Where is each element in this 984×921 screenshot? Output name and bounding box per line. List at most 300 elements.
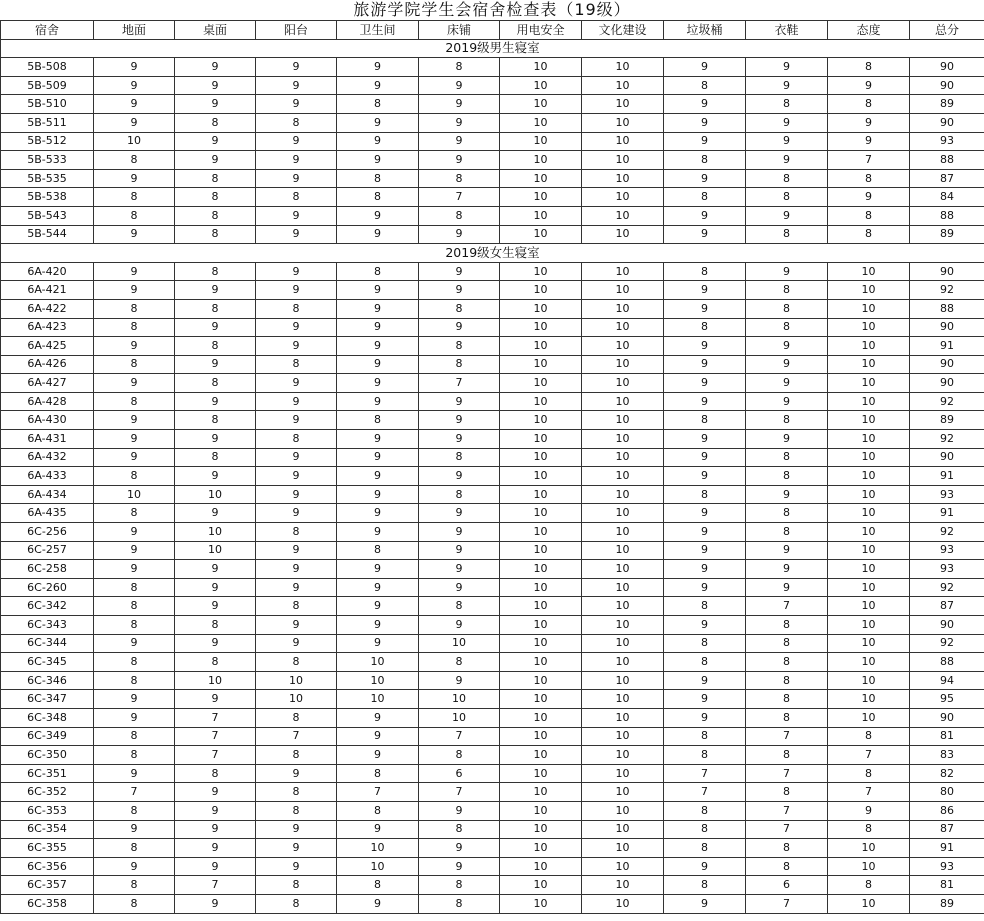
score-cell: 7 <box>419 727 500 746</box>
score-cell: 8 <box>175 225 256 244</box>
score-cell: 9 <box>256 262 337 281</box>
table-row <box>1 820 984 839</box>
score-cell: 92 <box>910 634 984 653</box>
score-cell: 10 <box>500 430 582 449</box>
room-cell: 6A-422 <box>1 299 94 318</box>
score-cell: 9 <box>94 764 175 783</box>
score-cell: 9 <box>664 578 746 597</box>
score-cell: 9 <box>337 448 419 467</box>
score-cell: 9 <box>664 671 746 690</box>
score-cell: 10 <box>582 411 664 430</box>
score-cell: 8 <box>746 523 828 542</box>
score-cell: 9 <box>337 299 419 318</box>
score-cell: 9 <box>337 206 419 225</box>
score-cell: 10 <box>582 560 664 579</box>
table-row <box>1 113 984 132</box>
score-cell: 10 <box>828 504 910 523</box>
table-row <box>1 76 984 95</box>
score-cell: 9 <box>419 262 500 281</box>
score-cell: 8 <box>664 485 746 504</box>
column-header: 床铺 <box>419 21 500 40</box>
score-cell: 9 <box>419 541 500 560</box>
table-row <box>1 448 984 467</box>
score-cell: 8 <box>175 374 256 393</box>
score-cell: 8 <box>419 206 500 225</box>
score-cell: 9 <box>175 690 256 709</box>
score-cell: 7 <box>828 151 910 170</box>
score-cell: 8 <box>175 616 256 635</box>
score-cell: 9 <box>94 690 175 709</box>
score-cell: 9 <box>337 225 419 244</box>
score-cell: 9 <box>746 355 828 374</box>
score-cell: 9 <box>337 616 419 635</box>
table-row <box>1 634 984 653</box>
score-cell: 8 <box>175 188 256 207</box>
room-cell: 6C-258 <box>1 560 94 579</box>
score-cell: 9 <box>419 857 500 876</box>
table-row <box>1 541 984 560</box>
score-cell: 8 <box>256 653 337 672</box>
score-cell: 9 <box>419 616 500 635</box>
score-cell: 7 <box>746 727 828 746</box>
score-cell: 9 <box>337 318 419 337</box>
score-cell: 8 <box>94 392 175 411</box>
score-cell: 10 <box>500 188 582 207</box>
score-cell: 8 <box>664 653 746 672</box>
room-cell: 5B-508 <box>1 58 94 77</box>
score-cell: 93 <box>910 485 984 504</box>
table-row <box>1 504 984 523</box>
room-cell: 6C-358 <box>1 894 94 913</box>
score-cell: 8 <box>256 894 337 913</box>
score-cell: 8 <box>337 411 419 430</box>
score-cell: 10 <box>582 430 664 449</box>
score-cell: 9 <box>746 430 828 449</box>
score-cell: 10 <box>337 690 419 709</box>
table-row <box>1 151 984 170</box>
score-cell: 9 <box>828 113 910 132</box>
score-cell: 87 <box>910 169 984 188</box>
score-cell: 8 <box>828 876 910 895</box>
score-cell: 8 <box>175 113 256 132</box>
score-cell: 10 <box>582 894 664 913</box>
score-cell: 9 <box>419 151 500 170</box>
score-cell: 10 <box>828 374 910 393</box>
score-cell: 9 <box>175 318 256 337</box>
score-cell: 8 <box>746 783 828 802</box>
score-cell: 10 <box>175 671 256 690</box>
score-cell: 9 <box>664 541 746 560</box>
score-cell: 8 <box>664 876 746 895</box>
score-cell: 8 <box>664 151 746 170</box>
score-cell: 9 <box>746 262 828 281</box>
score-cell: 9 <box>337 485 419 504</box>
score-cell: 9 <box>175 392 256 411</box>
score-cell: 8 <box>746 467 828 486</box>
score-cell: 10 <box>828 337 910 356</box>
score-cell: 9 <box>746 58 828 77</box>
score-cell: 8 <box>94 578 175 597</box>
score-cell: 10 <box>582 262 664 281</box>
score-cell: 10 <box>582 485 664 504</box>
score-cell: 9 <box>419 671 500 690</box>
table-row <box>1 560 984 579</box>
score-cell: 8 <box>94 839 175 858</box>
score-cell: 9 <box>664 132 746 151</box>
score-cell: 9 <box>337 634 419 653</box>
score-cell: 90 <box>910 708 984 727</box>
score-cell: 9 <box>746 374 828 393</box>
score-cell: 7 <box>828 746 910 765</box>
score-cell: 9 <box>94 820 175 839</box>
table-row <box>1 485 984 504</box>
score-cell: 8 <box>94 299 175 318</box>
score-cell: 9 <box>256 541 337 560</box>
score-cell: 9 <box>256 151 337 170</box>
score-cell: 9 <box>746 560 828 579</box>
score-cell: 88 <box>910 653 984 672</box>
score-cell: 7 <box>746 801 828 820</box>
score-cell: 88 <box>910 206 984 225</box>
score-cell: 8 <box>256 597 337 616</box>
score-cell: 7 <box>175 746 256 765</box>
score-cell: 9 <box>664 690 746 709</box>
score-cell: 8 <box>175 411 256 430</box>
score-cell: 8 <box>746 411 828 430</box>
score-cell: 8 <box>94 206 175 225</box>
score-cell: 10 <box>175 523 256 542</box>
score-cell: 9 <box>664 392 746 411</box>
score-cell: 8 <box>256 746 337 765</box>
room-cell: 6C-350 <box>1 746 94 765</box>
table-row <box>1 876 984 895</box>
score-cell: 90 <box>910 318 984 337</box>
score-cell: 89 <box>910 894 984 913</box>
score-cell: 9 <box>828 188 910 207</box>
table-row <box>1 262 984 281</box>
score-cell: 9 <box>419 281 500 300</box>
score-cell: 92 <box>910 430 984 449</box>
score-cell: 8 <box>746 504 828 523</box>
score-cell: 8 <box>337 169 419 188</box>
score-cell: 9 <box>175 578 256 597</box>
score-cell: 8 <box>419 876 500 895</box>
room-cell: 5B-538 <box>1 188 94 207</box>
score-cell: 10 <box>94 132 175 151</box>
score-cell: 90 <box>910 76 984 95</box>
score-cell: 9 <box>175 857 256 876</box>
score-cell: 9 <box>337 820 419 839</box>
score-cell: 9 <box>746 132 828 151</box>
score-cell: 8 <box>746 708 828 727</box>
score-cell: 9 <box>175 894 256 913</box>
score-cell: 9 <box>419 467 500 486</box>
score-cell: 7 <box>746 764 828 783</box>
score-cell: 9 <box>175 355 256 374</box>
score-cell: 10 <box>500 355 582 374</box>
score-cell: 9 <box>256 392 337 411</box>
score-cell: 8 <box>94 616 175 635</box>
score-cell: 9 <box>664 355 746 374</box>
score-cell: 10 <box>582 708 664 727</box>
score-cell: 10 <box>500 392 582 411</box>
score-cell: 10 <box>500 262 582 281</box>
score-cell: 10 <box>582 578 664 597</box>
room-cell: 6C-342 <box>1 597 94 616</box>
score-cell: 92 <box>910 578 984 597</box>
score-cell: 10 <box>828 857 910 876</box>
score-cell: 10 <box>582 504 664 523</box>
table-row <box>1 708 984 727</box>
score-cell: 9 <box>256 467 337 486</box>
score-cell: 10 <box>828 653 910 672</box>
score-cell: 9 <box>94 411 175 430</box>
score-cell: 9 <box>337 355 419 374</box>
score-cell: 9 <box>419 318 500 337</box>
table-row <box>1 597 984 616</box>
score-cell: 9 <box>419 95 500 114</box>
column-header: 态度 <box>828 21 910 40</box>
score-cell: 10 <box>582 690 664 709</box>
score-cell: 10 <box>582 188 664 207</box>
score-cell: 8 <box>337 876 419 895</box>
score-cell: 9 <box>256 76 337 95</box>
score-cell: 9 <box>337 337 419 356</box>
score-cell: 92 <box>910 392 984 411</box>
room-cell: 6C-257 <box>1 541 94 560</box>
score-cell: 88 <box>910 151 984 170</box>
score-cell: 8 <box>746 188 828 207</box>
score-cell: 8 <box>828 764 910 783</box>
score-cell: 8 <box>419 448 500 467</box>
room-cell: 5B-533 <box>1 151 94 170</box>
score-cell: 10 <box>582 467 664 486</box>
score-cell: 9 <box>256 634 337 653</box>
score-cell: 90 <box>910 355 984 374</box>
score-cell: 10 <box>582 876 664 895</box>
room-cell: 6C-346 <box>1 671 94 690</box>
score-cell: 9 <box>175 634 256 653</box>
score-cell: 7 <box>746 894 828 913</box>
score-cell: 8 <box>746 857 828 876</box>
score-cell: 9 <box>337 504 419 523</box>
score-cell: 9 <box>664 299 746 318</box>
score-cell: 10 <box>582 653 664 672</box>
score-cell: 9 <box>94 560 175 579</box>
score-cell: 9 <box>664 58 746 77</box>
score-cell: 9 <box>256 374 337 393</box>
score-cell: 9 <box>664 857 746 876</box>
score-cell: 10 <box>582 634 664 653</box>
score-cell: 10 <box>419 690 500 709</box>
score-cell: 8 <box>419 299 500 318</box>
score-cell: 9 <box>94 337 175 356</box>
score-cell: 9 <box>664 523 746 542</box>
score-cell: 7 <box>175 876 256 895</box>
table-row <box>1 337 984 356</box>
room-cell: 6A-428 <box>1 392 94 411</box>
score-cell: 9 <box>746 76 828 95</box>
score-cell: 6 <box>746 876 828 895</box>
table-row <box>1 839 984 858</box>
score-cell: 9 <box>94 281 175 300</box>
score-cell: 8 <box>256 113 337 132</box>
score-cell: 8 <box>419 746 500 765</box>
score-cell: 8 <box>175 337 256 356</box>
score-cell: 90 <box>910 58 984 77</box>
score-cell: 7 <box>419 783 500 802</box>
score-cell: 9 <box>337 560 419 579</box>
score-cell: 10 <box>500 671 582 690</box>
score-cell: 7 <box>664 764 746 783</box>
room-cell: 6A-420 <box>1 262 94 281</box>
score-cell: 8 <box>94 876 175 895</box>
score-cell: 10 <box>500 151 582 170</box>
score-cell: 9 <box>175 560 256 579</box>
score-cell: 10 <box>828 616 910 635</box>
score-cell: 8 <box>828 727 910 746</box>
score-cell: 10 <box>175 485 256 504</box>
score-cell: 88 <box>910 299 984 318</box>
score-cell: 10 <box>828 523 910 542</box>
table-row <box>1 355 984 374</box>
sheet-title: 旅游学院学生会宿舍检查表（19级） <box>353 0 631 19</box>
score-cell: 8 <box>337 764 419 783</box>
score-cell: 9 <box>664 708 746 727</box>
score-cell: 10 <box>500 281 582 300</box>
score-cell: 92 <box>910 281 984 300</box>
score-cell: 10 <box>828 411 910 430</box>
score-cell: 9 <box>256 839 337 858</box>
score-cell: 7 <box>419 188 500 207</box>
score-cell: 9 <box>419 560 500 579</box>
score-cell: 80 <box>910 783 984 802</box>
score-cell: 8 <box>175 299 256 318</box>
score-cell: 9 <box>256 95 337 114</box>
score-cell: 10 <box>828 448 910 467</box>
room-cell: 6A-427 <box>1 374 94 393</box>
room-cell: 5B-510 <box>1 95 94 114</box>
score-cell: 8 <box>746 299 828 318</box>
score-cell: 9 <box>256 485 337 504</box>
score-cell: 9 <box>746 392 828 411</box>
column-header: 桌面 <box>175 21 256 40</box>
score-cell: 9 <box>419 504 500 523</box>
column-header: 垃圾桶 <box>664 21 746 40</box>
score-cell: 10 <box>500 764 582 783</box>
room-cell: 6C-260 <box>1 578 94 597</box>
score-cell: 10 <box>582 671 664 690</box>
table-row <box>1 894 984 913</box>
score-cell: 10 <box>419 634 500 653</box>
score-cell: 10 <box>337 671 419 690</box>
score-cell: 8 <box>337 541 419 560</box>
score-cell: 8 <box>419 653 500 672</box>
score-cell: 7 <box>746 820 828 839</box>
score-cell: 8 <box>828 169 910 188</box>
score-cell: 9 <box>175 467 256 486</box>
score-cell: 9 <box>337 708 419 727</box>
table-row <box>1 430 984 449</box>
score-cell: 10 <box>582 355 664 374</box>
score-cell: 10 <box>582 727 664 746</box>
score-cell: 10 <box>500 653 582 672</box>
score-cell: 9 <box>337 281 419 300</box>
room-cell: 6C-354 <box>1 820 94 839</box>
score-cell: 90 <box>910 113 984 132</box>
room-cell: 5B-544 <box>1 225 94 244</box>
score-cell: 91 <box>910 467 984 486</box>
score-cell: 8 <box>746 318 828 337</box>
header-row <box>1 21 984 40</box>
score-cell: 10 <box>500 318 582 337</box>
score-cell: 10 <box>828 708 910 727</box>
room-cell: 6C-256 <box>1 523 94 542</box>
column-header: 总分 <box>910 21 984 40</box>
score-cell: 7 <box>175 727 256 746</box>
score-cell: 8 <box>746 616 828 635</box>
score-cell: 8 <box>664 820 746 839</box>
room-cell: 6A-425 <box>1 337 94 356</box>
room-cell: 5B-509 <box>1 76 94 95</box>
score-cell: 10 <box>500 894 582 913</box>
score-cell: 8 <box>746 690 828 709</box>
score-cell: 9 <box>828 76 910 95</box>
score-cell: 9 <box>337 894 419 913</box>
score-cell: 10 <box>582 783 664 802</box>
score-cell: 10 <box>500 857 582 876</box>
score-cell: 9 <box>664 616 746 635</box>
room-cell: 5B-543 <box>1 206 94 225</box>
score-cell: 86 <box>910 801 984 820</box>
score-cell: 10 <box>500 690 582 709</box>
score-cell: 9 <box>256 578 337 597</box>
score-cell: 89 <box>910 411 984 430</box>
column-header: 地面 <box>94 21 175 40</box>
score-cell: 9 <box>419 801 500 820</box>
score-cell: 9 <box>664 337 746 356</box>
score-cell: 8 <box>746 653 828 672</box>
score-cell: 91 <box>910 337 984 356</box>
score-cell: 8 <box>175 169 256 188</box>
score-cell: 9 <box>419 411 500 430</box>
score-cell: 8 <box>828 206 910 225</box>
score-cell: 9 <box>94 262 175 281</box>
score-cell: 8 <box>94 801 175 820</box>
room-cell: 5B-535 <box>1 169 94 188</box>
table-row <box>1 374 984 393</box>
column-header: 阳台 <box>256 21 337 40</box>
score-cell: 89 <box>910 95 984 114</box>
score-cell: 8 <box>664 839 746 858</box>
table-row <box>1 523 984 542</box>
score-cell: 9 <box>256 560 337 579</box>
score-cell: 9 <box>337 392 419 411</box>
score-cell: 10 <box>582 616 664 635</box>
score-cell: 87 <box>910 597 984 616</box>
score-cell: 10 <box>582 857 664 876</box>
score-cell: 10 <box>500 337 582 356</box>
score-cell: 10 <box>828 485 910 504</box>
table-row <box>1 764 984 783</box>
room-cell: 6A-432 <box>1 448 94 467</box>
score-cell: 10 <box>582 801 664 820</box>
table-row <box>1 746 984 765</box>
score-cell: 10 <box>500 876 582 895</box>
score-cell: 84 <box>910 188 984 207</box>
score-cell: 9 <box>337 58 419 77</box>
score-cell: 83 <box>910 746 984 765</box>
